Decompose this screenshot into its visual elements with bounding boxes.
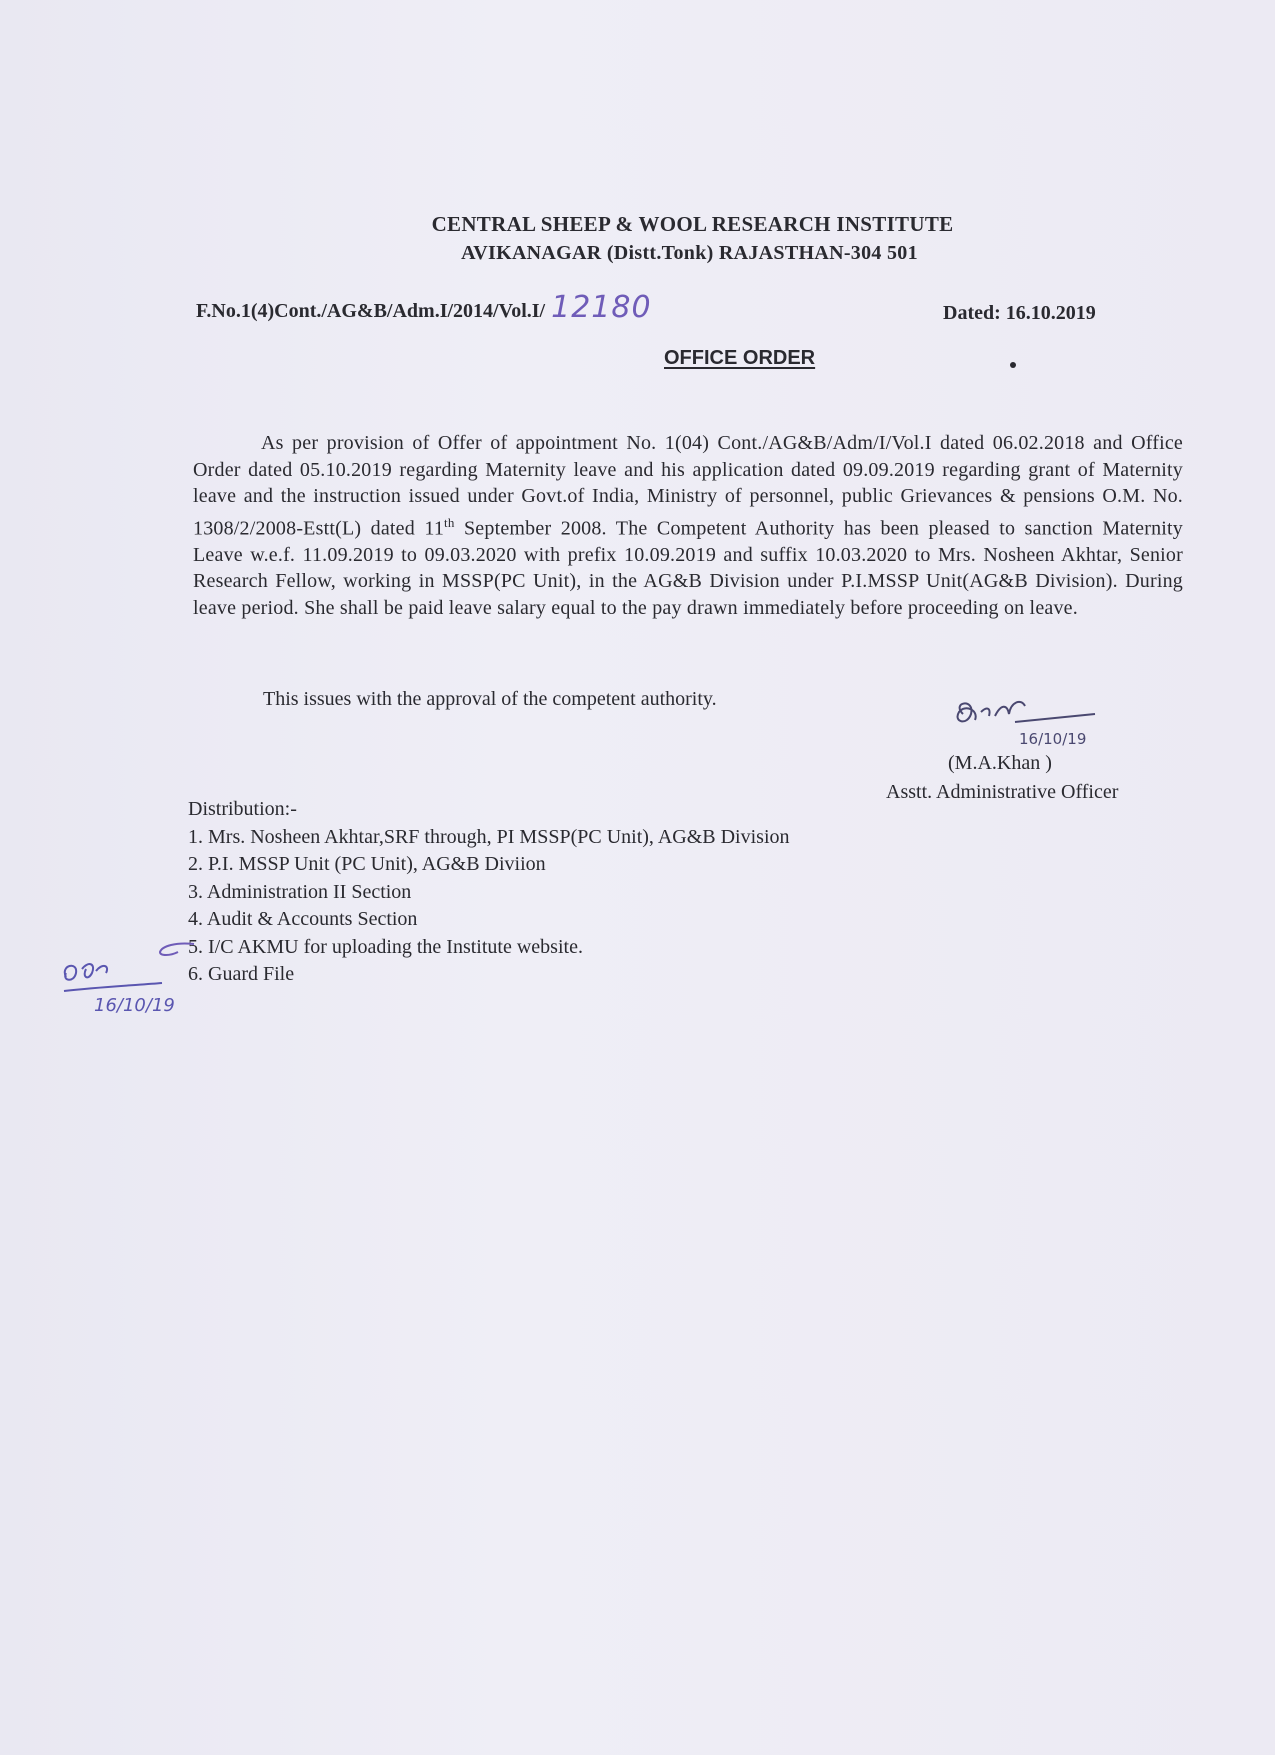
approval-line: This issues with the approval of the competent authority. xyxy=(263,688,717,710)
signature-icon xyxy=(945,692,1125,750)
distribution-list xyxy=(188,796,790,989)
signatory-designation: Asstt. Administrative Officer xyxy=(886,781,1119,803)
distribution-heading: Distribution:- xyxy=(188,798,297,820)
signature-date: 16/10/19 xyxy=(1019,730,1087,748)
order-body-part2: September 2008. The Competent Authority has been pleased to sanction Maternity Leave w.e.f. 11.09.2019 to 09.03.2020 with prefix 10.09.2019 and suffix 10.03.2020 to Mrs. Nosheen Akhtar, Senior Research Fellow, working in MSSP(PC Unit), in the AG&B Division under P.I.MSSP Unit(AG&B Division). During leave period. She shall be paid leave salary equal to the pay drawn immediately before proceeding on leave. xyxy=(193,517,1184,619)
file-number-handwritten: 12180 xyxy=(551,290,652,325)
order-date: Dated: 16.10.2019 xyxy=(943,302,1096,324)
ordinal-suffix: th xyxy=(444,514,455,530)
stamp-date: 16/10/19 xyxy=(94,995,175,1015)
institute-name: CENTRAL SHEEP & WOOL RESEARCH INSTITUTE xyxy=(431,212,954,236)
list-item: 1. Mrs. Nosheen Akhtar,SRF through, PI MSSP(PC Unit), AG&B Division xyxy=(188,825,790,848)
list-item: 2. P.I. MSSP Unit (PC Unit), AG&B Diviion xyxy=(188,853,546,875)
ink-dot xyxy=(1010,362,1016,368)
institute-address: AVIKANAGAR (Distt.Tonk) RAJASTHAN-304 501 xyxy=(461,242,918,264)
order-body xyxy=(193,430,1183,621)
page-title: OFFICE ORDER xyxy=(664,347,816,369)
initials-stamp-icon xyxy=(58,955,193,1015)
file-number-printed: F.No.1(4)Cont./AG&B/Adm.I/2014/Vol.I/ xyxy=(196,300,546,322)
list-item: 4. Audit & Accounts Section xyxy=(188,908,418,930)
letterhead xyxy=(0,210,1275,268)
list-item: 5. I/C AKMU for uploading the Institute website. xyxy=(188,935,583,958)
list-item: 6. Guard File xyxy=(188,963,295,985)
order-body-part1: As per provision of Offer of appointment No. 1(04) Cont./AG&B/Adm/I/Vol.I dated 06.02.2018 and Office Order dated 05.10.2019 regarding Maternity leave and his application dated 09.09.2019 regarding grant of Maternity leave and the instruction issued under Govt.of India, Ministry of personnel, public Grievances & pensions O.M. No. 1308/2/2008-Estt(L) dated 11 xyxy=(193,432,1183,540)
file-number xyxy=(196,290,652,325)
list-item: 3. Administration II Section xyxy=(188,880,412,903)
signatory-name: (M.A.Khan ) xyxy=(948,752,1052,774)
